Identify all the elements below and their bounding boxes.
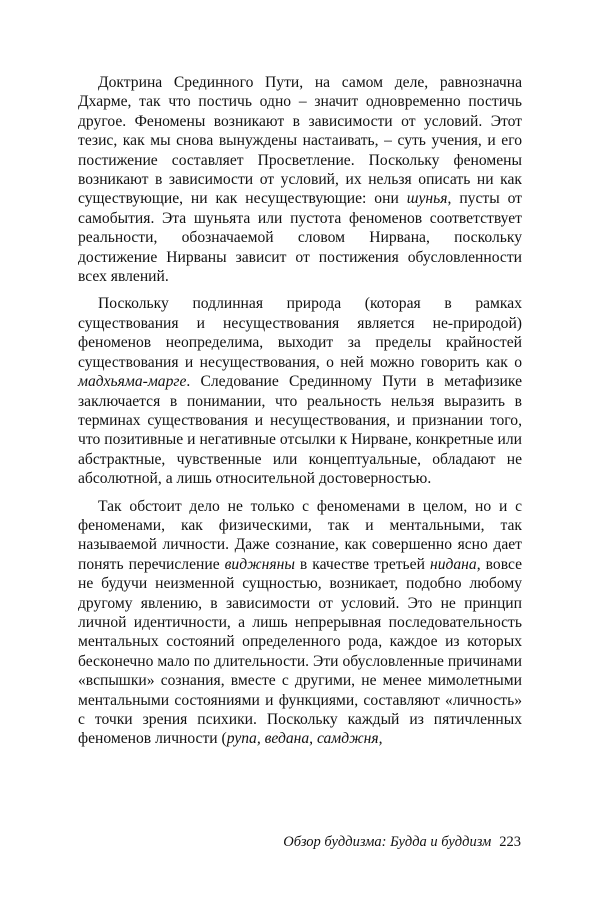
italic-term: мадхьяма-марге bbox=[78, 373, 187, 391]
italic-term: нидана bbox=[429, 555, 477, 573]
text-run: в качестве третьей bbox=[294, 555, 430, 573]
text-run: , пусты от самобытия. Эта шуньята или пустота феноменов соответствует реальности, обозначаемой словом Нирвана, поскольку достижение Нирваны зависит от постижения обусловленности всех явлений. bbox=[78, 190, 522, 286]
paragraph-3 bbox=[78, 497, 522, 749]
italic-term: рупа, ведана, самджня, bbox=[226, 730, 383, 748]
italic-term: виджняны bbox=[224, 555, 295, 573]
paragraph-1 bbox=[78, 73, 522, 286]
text-run: Поскольку подлинная природа (которая в рамках существования и несуществования является не-природой) феноменов неопределима, выходит за пределы крайностей существования и несуществования, о ней можно говорить как о bbox=[78, 295, 522, 371]
text-run: Так обстоит дело не только с феноменами в целом, но и с феноменами, как физическими, так и ментальными, так называемой личности. Даже сознание, как совершенно ясно дает понять перечисление bbox=[78, 497, 522, 573]
page-footer bbox=[283, 834, 521, 851]
text-run: Доктрина Срединного Пути, на самом деле, равнозначна Дхарме, так что постичь одно – значит одновременно постичь другое. Феномены возникают в зависимости от условий. Этот тезис, как мы снова вынуждены настаивать, – суть учения, и его постижение составляет Просветление. Поскольку феномены возникают в зависимости от условий, их нельзя описать ни как существующие, ни как несуществующие: они bbox=[78, 74, 522, 208]
paragraph-2 bbox=[78, 294, 522, 488]
page-body bbox=[78, 73, 522, 757]
italic-term: шунья bbox=[406, 190, 448, 208]
page-number: 223 bbox=[499, 834, 521, 850]
text-run: . Следование Срединному Пути в метафизике заключается в понимании, что реальность нельзя выразить в терминах существования и несуществования, и признании того, что позитивные и негативные отсылки к Нирване, конкретные или абстрактные, чувственные или концептуальные, обладают не абсолютной, а лишь относительной достоверностью. bbox=[78, 373, 522, 488]
running-title: Обзор буддизма: Будда и буддизм bbox=[283, 834, 492, 850]
text-run: , вовсе не будучи неизменной сущностью, возникает, подобно любому другому явлению, в зависимости от условий. Это не принцип личной идентичности, а лишь непрерывная последовательность ментальных состояний определенного рода, каждое из которых бесконечно мало по длительности. Эти обусловленные причинами «вспышки» сознания, вместе с другими, не менее мимолетными ментальными состояниями и функциями, составляют «личность» с точки зрения психики. Поскольку каждый из пятичленных феноменов личности ( bbox=[78, 555, 523, 748]
